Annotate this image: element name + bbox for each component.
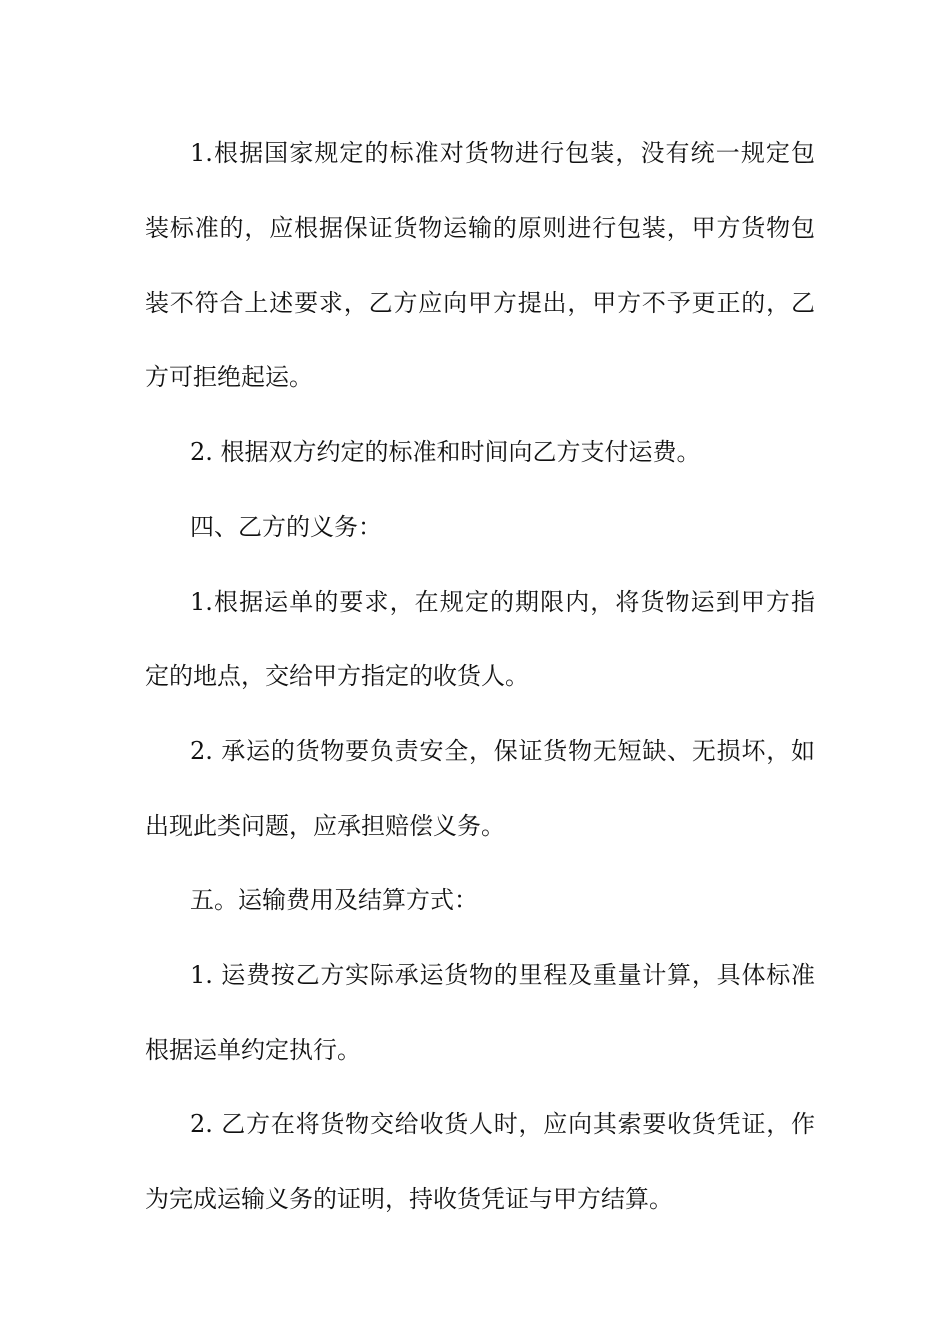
paragraph-line-7: 1.根据运单的要求，在规定的期限内，将货物运到甲方指	[190, 588, 815, 616]
paragraph-line-5: 2. 根据双方约定的标准和时间向乙方支付运费。	[190, 438, 701, 466]
paragraph-line-12: 1. 运费按乙方实际承运货物的里程及重量计算，具体标准	[190, 961, 815, 989]
paragraph-line-4: 方可拒绝起运。	[145, 363, 313, 391]
paragraph-line-15: 为完成运输义务的证明，持收货凭证与甲方结算。	[145, 1185, 673, 1213]
paragraph-line-3: 装不符合上述要求，乙方应向甲方提出，甲方不予更正的，乙	[145, 289, 815, 317]
paragraph-line-1: 1.根据国家规定的标准对货物进行包装，没有统一规定包	[190, 139, 815, 167]
paragraph-line-9: 2. 承运的货物要负责安全，保证货物无短缺、无损坏，如	[190, 737, 815, 765]
paragraph-line-2: 装标准的，应根据保证货物运输的原则进行包装，甲方货物包	[145, 214, 815, 242]
section-heading-4: 四、乙方的义务：	[190, 513, 382, 541]
paragraph-line-14: 2. 乙方在将货物交给收货人时，应向其索要收货凭证，作	[190, 1110, 815, 1138]
paragraph-line-10: 出现此类问题，应承担赔偿义务。	[145, 812, 505, 840]
paragraph-line-8: 定的地点，交给甲方指定的收货人。	[145, 662, 529, 690]
paragraph-line-13: 根据运单约定执行。	[145, 1036, 361, 1064]
section-heading-5: 五。运输费用及结算方式：	[190, 886, 478, 914]
